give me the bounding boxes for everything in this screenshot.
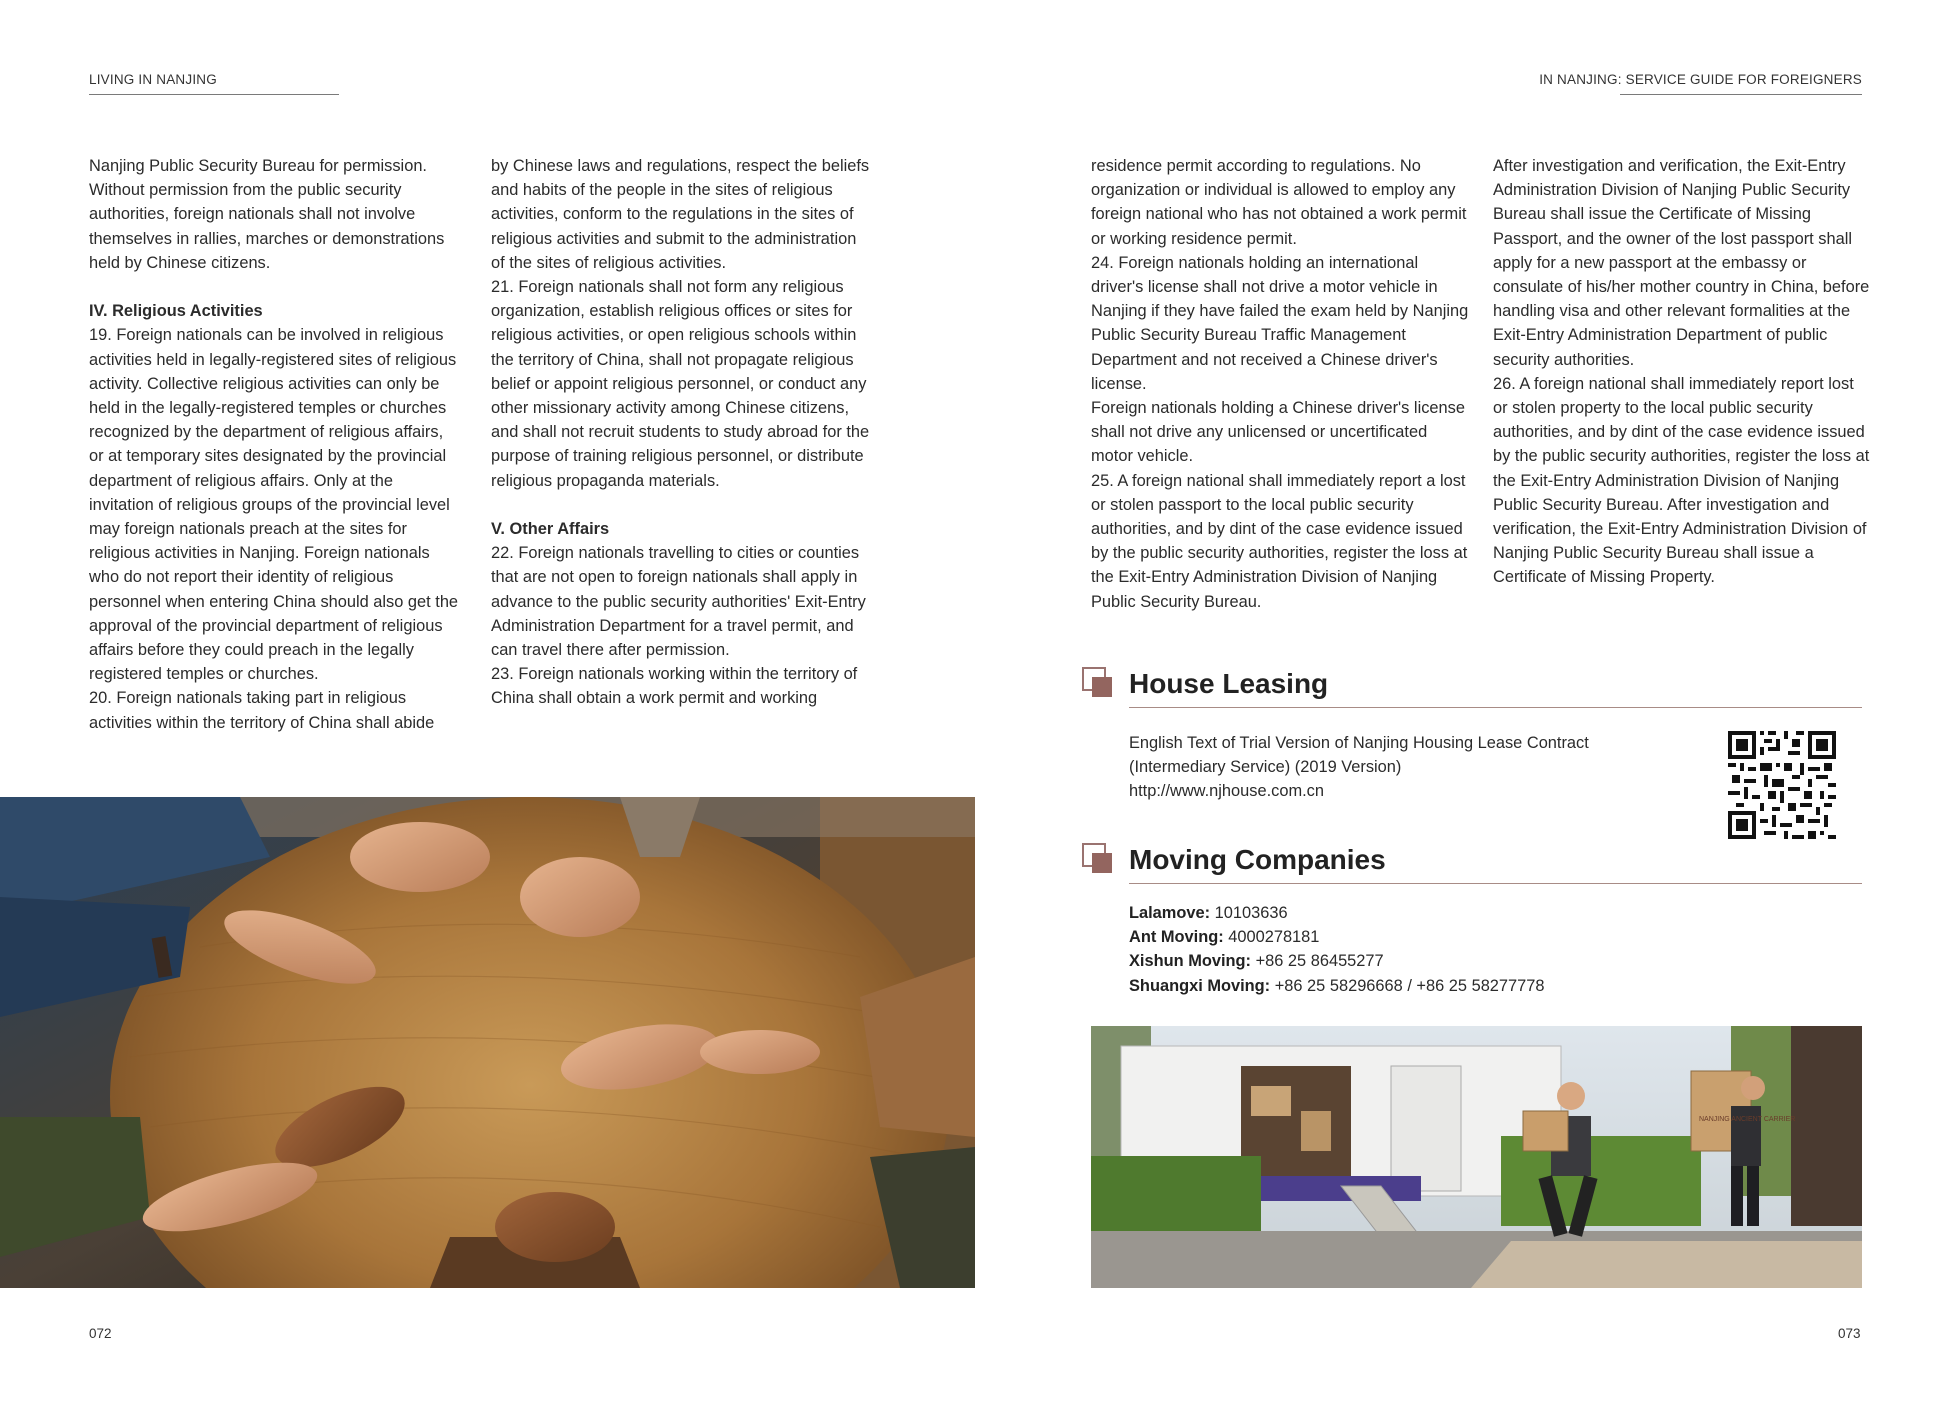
paragraph: 24. Foreign nationals holding an international driver's license shall not drive a motor vehicle in Nanjing if they have failed the exam held by Nanjing Public Security Bureau Traffic Management Department and not received a Chinese driver's license. <box>1091 253 1469 393</box>
text-column-3 <box>1091 154 1469 614</box>
paragraph: After investigation and verification, the Exit-Entry Administration Division of Nanjing Public Security Bureau shall issue the Certificate of Missing Passport, and the owner of the lost passport shall apply for a new passport at the embassy or consulate of his/her mother country in China, before handling visa and other relevant formalities at the Exit-Entry Administration Department of public security authorities. <box>1493 157 1870 369</box>
paragraph: 22. Foreign nationals travelling to cities or counties that are not open to foreign nationals shall apply in advance to the public security authorities' Exit-Entry Administration Department for a travel permit, and can travel there after permission. <box>491 544 866 660</box>
moving-companies-rule <box>1129 883 1862 884</box>
company-name: Xishun Moving: <box>1129 952 1252 971</box>
page-number-left: 072 <box>89 1326 112 1341</box>
text-column-2 <box>491 154 871 711</box>
company-name: Lalamove: <box>1129 904 1211 922</box>
paragraph: 19. Foreign nationals can be involved in religious activities held in legally-registered sites of religious activity. Collective religious activities can only be held in the legally-registered temples or churches recognized by the department of religious affairs, or at temporary sites designated by the provincial department of religious affairs. Only at the invitation of religious groups of the provincial level may foreign nationals preach at the sites for religious activities in Nanjing. Foreign nationals who do not report their identity of religious personnel when entering China should also get the approval of the provincial department of religious affairs before they could preach in the legally registered temples or churches. <box>89 326 459 684</box>
company-phone: 10103636 <box>1214 904 1288 922</box>
lease-contract-url[interactable]: http://www.njhouse.com.cn <box>1129 782 1324 801</box>
section-square-icon <box>1082 843 1112 873</box>
paragraph: 20. Foreign nationals taking part in religious activities within the territory of China shall abide <box>89 689 435 732</box>
lease-contract-line-2: (Intermediary Service) (2019 Version) <box>1129 758 1402 777</box>
section-heading-other-affairs: V. Other Affairs <box>491 520 610 539</box>
photo-moving-truck <box>1091 1026 1862 1288</box>
list-item <box>1129 974 1829 998</box>
paragraph: 23. Foreign nationals working within the territory of China shall obtain a work permit and working <box>491 665 858 708</box>
moving-truck-illustration <box>1091 1026 1862 1288</box>
paragraph: by Chinese laws and regulations, respect the beliefs and habits of the people in the sites of religious activities, conform to the regulations in the sites of religious activities and submit to the administration of the sites of religious activities. <box>491 157 870 272</box>
list-item <box>1129 901 1829 925</box>
box-logo-text: NANJING ANCIENT CARRIER <box>1699 1116 1796 1123</box>
section-square-icon <box>1082 667 1112 697</box>
company-phone: 4000278181 <box>1228 928 1320 947</box>
text-column-4 <box>1493 154 1871 590</box>
company-phone: +86 25 86455277 <box>1255 952 1384 971</box>
page-number-right: 073 <box>1838 1326 1861 1341</box>
section-heading-religious-activities: IV. Religious Activities <box>89 302 263 321</box>
moving-companies-title: Moving Companies <box>1129 844 1386 875</box>
paragraph: 21. Foreign nationals shall not form any religious organization, establish religious offices or sites for religious activities, or open religious schools within the territory of China, shall not propagate religious belief or appoint religious personnel, or conduct any other missionary activity among Chinese citizens, and shall not recruit students to study abroad for the purpose of training religious personnel, or distribute religious propaganda materials. <box>491 278 870 490</box>
moving-companies-list <box>1129 901 1829 998</box>
house-leasing-rule <box>1129 707 1862 708</box>
lease-contract-line-1: English Text of Trial Version of Nanjing Housing Lease Contract <box>1129 734 1589 752</box>
header-rule-left <box>89 94 339 95</box>
running-header-left: LIVING IN NANJING <box>89 72 217 87</box>
paragraph: 25. A foreign national shall immediately report a lost or stolen passport to the local public security authorities, and by dint of the case evidence issued by the public security authorities, register the loss at the Exit-Entry Administration Division of Nanjing Public Security Bureau. <box>1091 471 1468 611</box>
list-item <box>1129 925 1829 949</box>
hands-table-illustration <box>0 797 975 1288</box>
paragraph: 26. A foreign national shall immediately report lost or stolen property to the local public security authorities, and by dint of the case evidence issued by the public security authorities, register the loss at the Exit-Entry Administration Division of Nanjing Public Security Bureau. After investigation and verification, the Exit-Entry Administration Division of Nanjing Public Security Bureau shall issue a Certificate of Missing Property. <box>1493 374 1870 587</box>
company-phone: +86 25 58296668 / +86 25 58277778 <box>1274 976 1545 995</box>
photo-hands-on-table <box>0 797 975 1288</box>
paragraph: residence permit according to regulations. No organization or individual is allowed to employ any foreign national who has not obtained a work permit or working residence permit. <box>1091 157 1467 248</box>
qr-code-icon <box>1728 731 1836 839</box>
house-leasing-title: House Leasing <box>1129 668 1329 699</box>
running-header-right: IN NANJING: SERVICE GUIDE FOR FOREIGNERS <box>1539 72 1862 87</box>
header-rule-right <box>1620 94 1862 95</box>
company-name: Shuangxi Moving: <box>1129 976 1271 995</box>
company-name: Ant Moving: <box>1129 928 1224 947</box>
list-item <box>1129 949 1829 973</box>
paragraph: Nanjing Public Security Bureau for permission. Without permission from the public security authorities, foreign nationals shall not involve themselves in rallies, marches or demonstrations held by Chinese citizens. <box>89 157 445 272</box>
lease-contract-info <box>1129 731 1649 804</box>
paragraph: Foreign nationals holding a Chinese driver's license shall not drive any unlicensed or uncertificated motor vehicle. <box>1091 399 1465 466</box>
text-column-1 <box>89 154 461 735</box>
